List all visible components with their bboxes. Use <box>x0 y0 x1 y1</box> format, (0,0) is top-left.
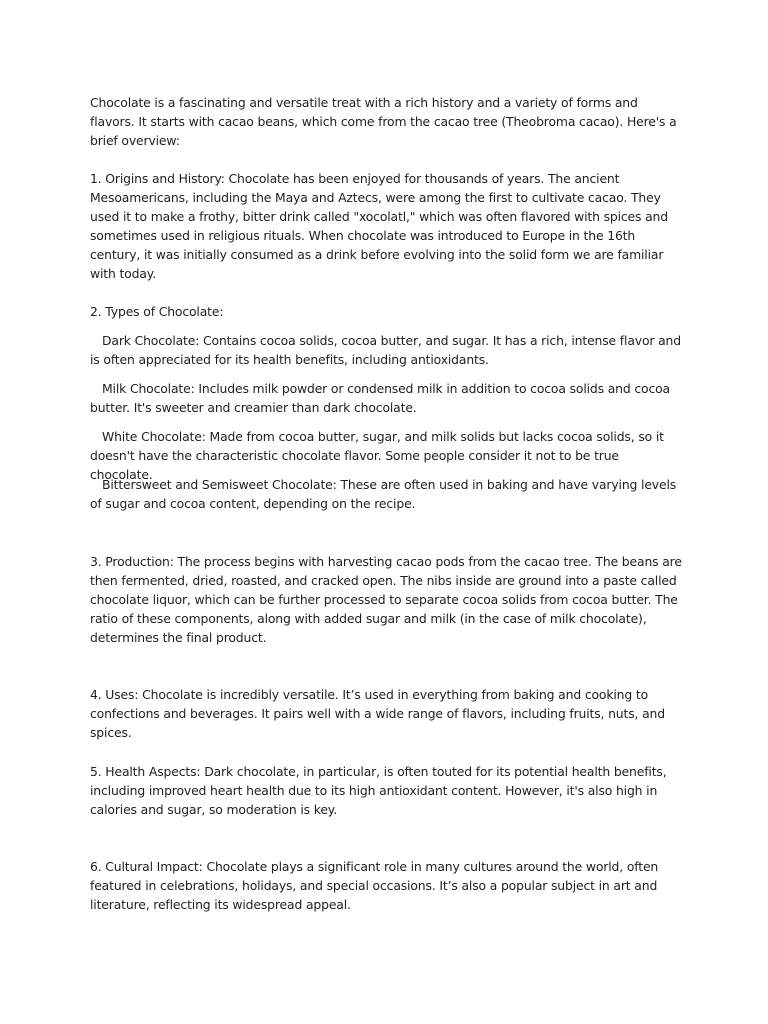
health-aspects-paragraph: 5. Health Aspects: Dark chocolate, in particular, is often touted for its potential health benefits, including improved heart health due to its high antioxidant content. However, it's also high in calories and sugar, so moderation is key. <box>90 764 667 817</box>
production-paragraph: 3. Production: The process begins with harvesting cacao pods from the cacao tree. The beans are then fermented, dried, roasted, and cracked open. The nibs inside are ground into a paste called chocolate liquor, which can be further processed to separate cocoa solids from cocoa butter. The ratio of these components, along with added sugar and milk (in the case of milk chocolate), determines the final product. <box>90 554 682 645</box>
bittersweet-chocolate-item: Bittersweet and Semisweet Chocolate: These are often used in baking and have varying levels of sugar and cocoa content, depending on the recipe. <box>90 477 677 511</box>
milk-chocolate-item: Milk Chocolate: Includes milk powder or condensed milk in addition to cocoa solids and cocoa butter. It's sweeter and creamier than dark chocolate. <box>90 381 670 415</box>
origins-history-paragraph: 1. Origins and History: Chocolate has been enjoyed for thousands of years. The ancient Mesoamericans, including the Maya and Aztecs, were among the first to cultivate cacao. They used it to make a frothy, bitter drink called "xocolatl," which was often flavored with spices and sometimes used in religious rituals. When chocolate was introduced to Europe in the 16th century, it was initially consumed as a drink before evolving into the solid form we are familiar with today. <box>90 171 668 281</box>
uses-paragraph: 4. Uses: Chocolate is incredibly versatile. It’s used in everything from baking and cooking to confections and beverages. It pairs well with a wide range of flavors, including fruits, nuts, and spices. <box>90 687 665 740</box>
white-chocolate-item: White Chocolate: Made from cocoa butter, sugar, and milk solids but lacks cocoa solids, so it doesn't have the characteristic chocolate flavor. Some people consider it not to be true chocolate. <box>90 429 664 482</box>
dark-chocolate-item: Dark Chocolate: Contains cocoa solids, cocoa butter, and sugar. It has a rich, intense flavor and is often appreciated for its health benefits, including antioxidants. <box>90 333 681 367</box>
types-heading: 2. Types of Chocolate: <box>90 304 224 319</box>
cultural-impact-paragraph: 6. Cultural Impact: Chocolate plays a significant role in many cultures around the world, often featured in celebrations, holidays, and special occasions. It’s also a popular subject in art and literature, reflecting its widespread appeal. <box>90 859 659 912</box>
intro-paragraph: Chocolate is a fascinating and versatile treat with a rich history and a variety of forms and flavors. It starts with cacao beans, which come from the cacao tree (Theobroma cacao). Here's a brief overview: <box>90 95 677 148</box>
